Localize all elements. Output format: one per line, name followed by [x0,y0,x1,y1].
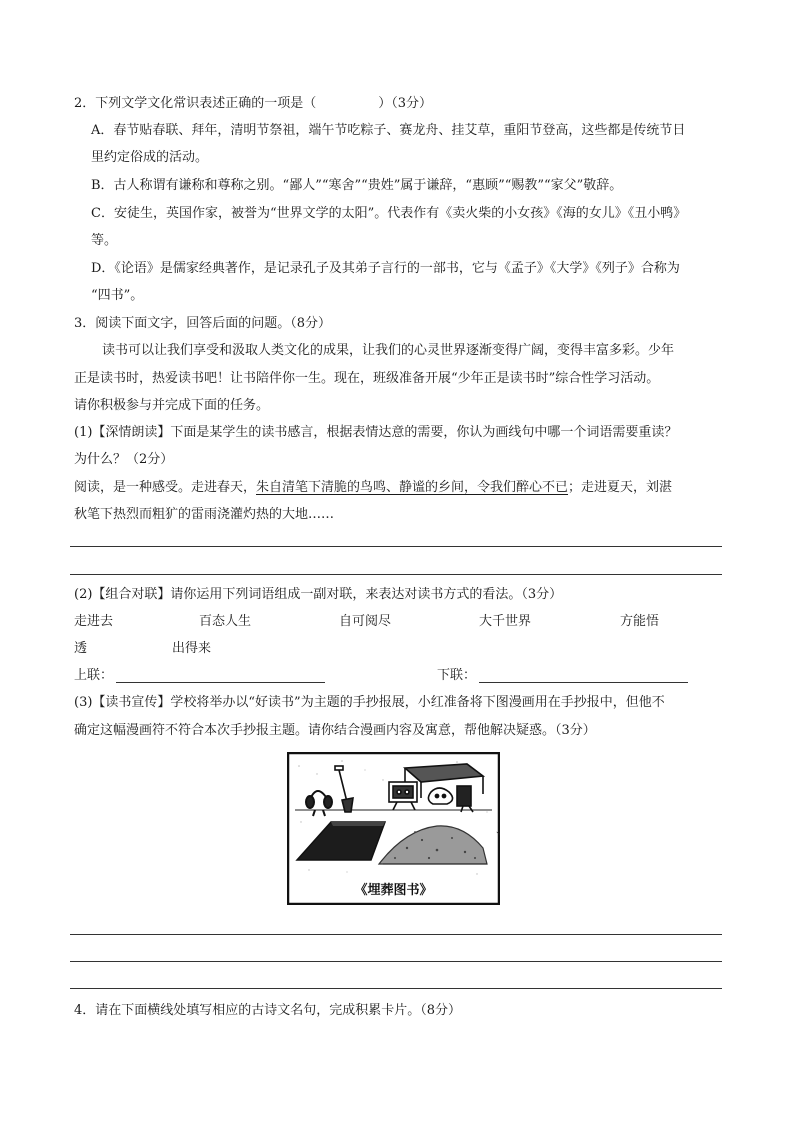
upper-couplet-blank[interactable] [116,682,325,683]
stray-mark: 、 [496,823,510,838]
couplet-word: 方能悟 [620,614,660,629]
couplet-word: 出得来 [172,641,212,656]
reading-text: ；走进夏天，刘湛 [568,480,673,495]
q2-stem-a: 2．下列文学文化常识表述正确的一项是（ [74,96,317,111]
q3-sub3-prompt-cont: 确定这幅漫画符不符合本次手抄报主题。请你结合漫画内容及寓意，帮他解决疑惑。（3分） [74,723,596,738]
reading-text: 阅读，是一种感受。走进春天， [74,480,257,495]
q2-option-c: C．安徒生，英国作家，被誉为“世界文学的太阳”。代表作有《卖火柴的小女孩》《海的女儿》《丑小鸭》 [91,206,687,221]
answer-line[interactable] [70,546,722,547]
q2-option-c-cont: 等。 [91,233,118,248]
q3-passage-line: 正是读书时，热爱读书吧！让书陪伴你一生。现在，班级准备开展“少年正是读书时”综合性学习活动。 [74,371,660,386]
q2-option-a-cont: 里约定俗成的活动。 [91,150,209,165]
couplet-word: 自可阅尽 [339,614,392,629]
underlined-sentence: 朱自清笔下清脆的鸟鸣、静谧的乡间，令我们醉心不已 [256,480,569,495]
answer-line[interactable] [70,574,722,575]
upper-couplet-label: 上联： [74,668,114,683]
q2-stem-b: ）（3分） [378,96,433,111]
q2-option-b: B．古人称谓有谦称和尊称之别。“鄙人”“寒舍”“贵姓”属于谦辞，“惠顾”“赐教”“家父”敬辞。 [91,178,623,193]
couplet-word: 大千世界 [479,614,532,629]
couplet-word: 走进去 [74,614,114,629]
answer-line[interactable] [70,961,722,962]
lower-couplet-label: 下联： [437,668,477,683]
q3-sub1-prompt-cont: 为什么？（2分） [74,452,174,467]
cartoon-burying-books [287,752,500,905]
q3-sub2-prompt: (2)【组合对联】请你运用下列词语组成一副对联，来表达对读书方式的看法。（3分） [74,587,563,602]
cartoon-caption: 《埋葬图书》 [354,883,433,898]
q3-sub3-prompt: (3)【读书宣传】学校将举办以“好读书”为主题的手抄报展，小红准备将下图漫画用在手抄报中，但他不 [74,695,665,710]
lower-couplet-blank[interactable] [479,682,688,683]
q2-option-a: A．春节贴春联、拜年，清明节祭祖，端午节吃粽子、赛龙舟、挂艾草，重阳节登高，这些都是传统节日 [91,123,686,138]
q4-stem: 4．请在下面横线处填写相应的古诗文名句，完成积累卡片。（8分） [74,1003,462,1018]
q3-passage-line: 读书可以让我们享受和汲取人类文化的成果，让我们的心灵世界逐渐变得广阔，变得丰富多彩。少年 [102,343,675,358]
q3-sub1-reading-cont: 秋笔下热烈而粗犷的雷雨浇灌灼热的大地…… [74,507,335,522]
answer-line[interactable] [70,988,722,989]
q3-sub1-reading [74,479,672,497]
q3-sub1-prompt: (1)【深情朗读】下面是某学生的读书感言，根据表情达意的需要，你认为画线句中哪一个词语需要重读？ [74,425,678,440]
q2-stem [74,95,432,113]
couplet-word: 百态人生 [199,614,252,629]
q3-stem: 3．阅读下面文字，回答后面的问题。（8分） [74,316,332,331]
q2-option-d-cont: “四书”。 [91,288,144,303]
answer-line[interactable] [70,934,722,935]
q2-option-d: D．《论语》是儒家经典著作，是记录孔子及其弟子言行的一部书，它与《孟子》《大学》《列子》合称为 [91,261,680,276]
couplet-word: 透 [74,641,88,656]
q3-passage-line: 请你积极参与并完成下面的任务。 [74,398,270,413]
